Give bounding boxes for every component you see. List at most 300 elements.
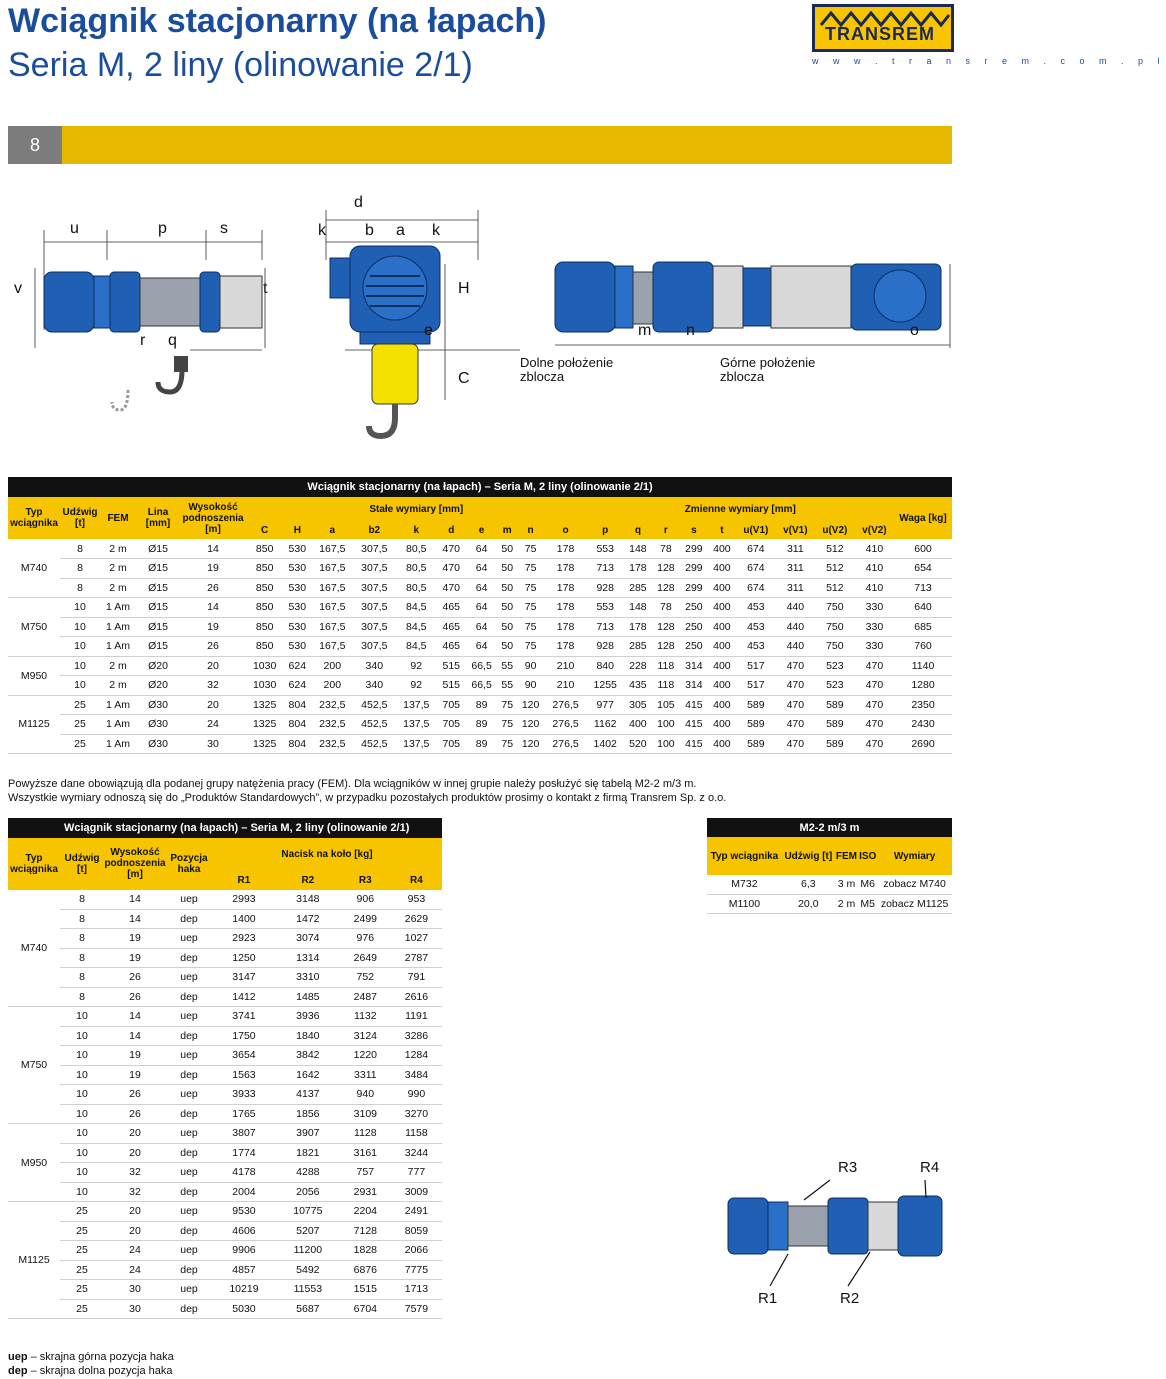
table1-cell: 330 <box>855 637 894 657</box>
table2-cell: 10 <box>60 1182 104 1202</box>
table1-cell: 10 <box>60 617 100 637</box>
section-bar <box>8 126 952 164</box>
table1-cell: 84,5 <box>395 598 437 618</box>
table1-cell: 410 <box>855 578 894 598</box>
table2-cell: 1821 <box>276 1143 340 1163</box>
table1-cell: 400 <box>708 695 736 715</box>
table1-cell: 1402 <box>587 734 624 754</box>
table1-cell: 14 <box>180 539 246 559</box>
table1-h-stale: Stałe wymiary [mm] <box>246 497 587 521</box>
table-row <box>8 987 442 1007</box>
table2-cell: 4857 <box>212 1260 276 1280</box>
table1-cell: 64 <box>465 539 498 559</box>
table1-cell: 452,5 <box>353 734 395 754</box>
table1-cell: 167,5 <box>311 559 353 579</box>
table2-cell: 1284 <box>391 1046 442 1066</box>
table-row <box>8 695 952 715</box>
table2-cell: uep <box>166 1280 212 1300</box>
page-subtitle: Seria M, 2 liny (olinowanie 2/1) <box>8 46 473 84</box>
table3-cell: 6,3 <box>782 875 835 894</box>
table1-cell: 75 <box>517 617 545 637</box>
table2-cell: 20 <box>104 1124 166 1144</box>
table2-cell: 30 <box>104 1299 166 1319</box>
table-row <box>8 1046 442 1066</box>
table1-h-fem: FEM <box>100 497 136 539</box>
table1-cell: 470 <box>776 695 815 715</box>
table2-cell: 2993 <box>212 890 276 910</box>
table2-cell: 2629 <box>391 909 442 929</box>
dim-n: n <box>686 322 695 339</box>
table1-cell: 850 <box>246 598 283 618</box>
table1-cell: 232,5 <box>311 695 353 715</box>
table1-h-wys: Wysokość podnoszenia [m] <box>180 497 246 539</box>
table1-cell: 523 <box>815 656 855 676</box>
table2-cell: 10 <box>60 1065 104 1085</box>
table2-h-poz: Pozycja haka <box>166 838 212 890</box>
table1-cell: 400 <box>708 715 736 735</box>
table1-cell: 75 <box>517 559 545 579</box>
legend-uep-key: uep <box>8 1351 28 1363</box>
table1-cell: 50 <box>498 637 517 657</box>
table1-cell: 654 <box>894 559 952 579</box>
table1-cell: 25 <box>60 734 100 754</box>
table1-cell: 250 <box>680 617 708 637</box>
table2-cell: dep <box>166 948 212 968</box>
table1-subcol: q <box>624 521 652 539</box>
table1-cell: 470 <box>776 676 815 696</box>
table-row <box>8 1143 442 1163</box>
table2-cell: 26 <box>104 968 166 988</box>
table1-cell: 840 <box>587 656 624 676</box>
table-row <box>8 539 952 559</box>
table3-cell: M732 <box>707 875 782 894</box>
table2-cell: 7128 <box>340 1221 391 1241</box>
table1-cell: 92 <box>395 676 437 696</box>
table1-type-cell: M950 <box>8 656 60 695</box>
table1-cell: 75 <box>517 598 545 618</box>
table2-cell: 2616 <box>391 987 442 1007</box>
table2-cell: 7579 <box>391 1299 442 1319</box>
table1-cell: 26 <box>180 578 246 598</box>
table1-cell: 1030 <box>246 676 283 696</box>
table1-h-udzwig: Udźwig [t] <box>60 497 100 539</box>
table1-cell: 92 <box>395 656 437 676</box>
legend-dep <box>8 1364 174 1378</box>
table2-cell: uep <box>166 1163 212 1183</box>
table1-cell: 1162 <box>587 715 624 735</box>
table1-cell: 674 <box>736 578 776 598</box>
table1-cell: 410 <box>855 559 894 579</box>
table1-cell: 64 <box>465 578 498 598</box>
table2-cell: 2204 <box>340 1202 391 1222</box>
table1-cell: 400 <box>708 734 736 754</box>
table1-cell: 470 <box>776 715 815 735</box>
table1-subcol: m <box>498 521 517 539</box>
table1-cell: 530 <box>283 578 311 598</box>
table1-cell: 8 <box>60 539 100 559</box>
table2-cell: 30 <box>104 1280 166 1300</box>
table2-cell: 32 <box>104 1163 166 1183</box>
table2-cell: 1158 <box>391 1124 442 1144</box>
table1-cell: 589 <box>736 695 776 715</box>
table2-cell: uep <box>166 1202 212 1222</box>
table2-cell: 1750 <box>212 1026 276 1046</box>
table1-cell: 340 <box>353 676 395 696</box>
table2-cell: 14 <box>104 909 166 929</box>
table1-cell: 78 <box>652 539 680 559</box>
table1-cell: 20 <box>180 656 246 676</box>
table2-cell: 752 <box>340 968 391 988</box>
table1-cell: 440 <box>776 617 815 637</box>
table2-cell: 9530 <box>212 1202 276 1222</box>
table2-cell: 24 <box>104 1241 166 1261</box>
table1-cell: 148 <box>624 598 652 618</box>
table1-cell: 167,5 <box>311 598 353 618</box>
table1-cell: 105 <box>652 695 680 715</box>
table-row <box>8 1280 442 1300</box>
table1-subcol: a <box>311 521 353 539</box>
table-row <box>8 1182 442 1202</box>
table1-cell: 276,5 <box>545 734 587 754</box>
table1-cell: 200 <box>311 656 353 676</box>
table2-cell: 10 <box>60 1007 104 1027</box>
table1-cell: 128 <box>652 578 680 598</box>
table1-cell: 50 <box>498 598 517 618</box>
table2-type-cell: M950 <box>8 1124 60 1202</box>
table1-cell: 713 <box>894 578 952 598</box>
table1-cell: 178 <box>545 559 587 579</box>
table1-cell: 90 <box>517 656 545 676</box>
table-row <box>8 890 442 910</box>
table2-cell: uep <box>166 929 212 949</box>
table1-cell: 120 <box>517 715 545 735</box>
table1-cell: 2350 <box>894 695 952 715</box>
table1-type-cell: M1125 <box>8 695 60 754</box>
table1-subcol: b2 <box>353 521 395 539</box>
table1-cell: 470 <box>776 656 815 676</box>
table1-cell: 624 <box>283 676 311 696</box>
table2-cell: 3109 <box>340 1104 391 1124</box>
table1-cell: 750 <box>815 598 855 618</box>
table2-cell: uep <box>166 1124 212 1144</box>
table1-cell: 228 <box>624 656 652 676</box>
table3-title: M2-2 m/3 m <box>707 818 952 837</box>
table2-cell: dep <box>166 1260 212 1280</box>
table1-subcol: r <box>652 521 680 539</box>
table1-cell: 530 <box>283 617 311 637</box>
table1-cell: 75 <box>498 715 517 735</box>
table2-cell: 3654 <box>212 1046 276 1066</box>
table1-cell: 804 <box>283 695 311 715</box>
table2-cell: 2056 <box>276 1182 340 1202</box>
table1-note-1: Powyższe dane obowiązują dla podanej grupy natężenia pracy (FEM). Dla wciągników w innej grupie należy posłużyć się tabelą M2-2 m/3 m. <box>8 778 697 790</box>
table1-cell: 84,5 <box>395 617 437 637</box>
table1-cell: 210 <box>545 676 587 696</box>
table2-cell: 1472 <box>276 909 340 929</box>
table2-cell: dep <box>166 909 212 929</box>
table2-cell: 10775 <box>276 1202 340 1222</box>
table1-cell: 415 <box>680 734 708 754</box>
table2-cell: 2066 <box>391 1241 442 1261</box>
table-row <box>8 1202 442 1222</box>
table1-cell: 80,5 <box>395 578 437 598</box>
table-row <box>8 909 442 929</box>
table1-cell: 250 <box>680 598 708 618</box>
dim-u: u <box>70 220 79 237</box>
table1-cell: 2 m <box>100 559 136 579</box>
table1-cell: 674 <box>736 539 776 559</box>
table1-cell: 512 <box>815 559 855 579</box>
table2-cell: 2923 <box>212 929 276 949</box>
table1-subcol: d <box>437 521 465 539</box>
table2-cell: 3148 <box>276 890 340 910</box>
lower-position-caption: Dolne położenie zblocza <box>520 355 614 384</box>
table1-cell: 470 <box>776 734 815 754</box>
table1-cell: 705 <box>437 734 465 754</box>
table3-header: Wymiary <box>877 837 952 875</box>
table1-cell: 137,5 <box>395 695 437 715</box>
table1-cell: 589 <box>736 715 776 735</box>
table2-cell: 7775 <box>391 1260 442 1280</box>
table1-cell: 589 <box>815 715 855 735</box>
table3-cell: M5 <box>858 894 877 913</box>
table2-cell: 14 <box>104 1007 166 1027</box>
table1-cell: 10 <box>60 676 100 696</box>
table2-cell: 19 <box>104 929 166 949</box>
table-row <box>707 894 952 913</box>
table1-cell: 178 <box>545 578 587 598</box>
table1-cell: 2 m <box>100 578 136 598</box>
dim-s: s <box>220 220 228 237</box>
table1-cell: 400 <box>708 539 736 559</box>
table2-cell: 5492 <box>276 1260 340 1280</box>
table1-cell: 24 <box>180 715 246 735</box>
table1-cell: 470 <box>855 715 894 735</box>
table-row <box>8 676 952 696</box>
table2-cell: 5207 <box>276 1221 340 1241</box>
table1-cell: 589 <box>815 734 855 754</box>
table1-cell: 530 <box>283 539 311 559</box>
upper-position-caption: Górne położenie zblocza <box>720 355 816 384</box>
table1-cell: 850 <box>246 559 283 579</box>
table2-cell: 3936 <box>276 1007 340 1027</box>
table1-cell: 589 <box>736 734 776 754</box>
table1-cell: 307,5 <box>353 617 395 637</box>
table1-cell: 20 <box>180 695 246 715</box>
table1-cell: 1 Am <box>100 715 136 735</box>
table2-cell: 11200 <box>276 1241 340 1261</box>
table1-cell: Ø30 <box>136 734 180 754</box>
dim-q: q <box>168 332 177 349</box>
table1-cell: 705 <box>437 715 465 735</box>
table1-cell: 32 <box>180 676 246 696</box>
table2-cell: 1191 <box>391 1007 442 1027</box>
wheel-load-diagram <box>720 1160 952 1310</box>
table1-cell: 470 <box>855 676 894 696</box>
table1-cell: 520 <box>624 734 652 754</box>
table2-h-udzwig: Udźwig [t] <box>60 838 104 890</box>
table1-cell: 750 <box>815 637 855 657</box>
table-row <box>8 715 952 735</box>
table1-type-cell: M740 <box>8 539 60 598</box>
table1-cell: 285 <box>624 637 652 657</box>
table-row <box>8 1124 442 1144</box>
table1-cell: 515 <box>437 656 465 676</box>
table2-cell: 3807 <box>212 1124 276 1144</box>
table1-cell: 517 <box>736 656 776 676</box>
table1-cell: 804 <box>283 715 311 735</box>
table1-cell: 1 Am <box>100 695 136 715</box>
table1-cell: 750 <box>815 617 855 637</box>
table1-cell: 470 <box>437 578 465 598</box>
table2-cell: 976 <box>340 929 391 949</box>
table2-cell: 2931 <box>340 1182 391 1202</box>
table2-cell: 3161 <box>340 1143 391 1163</box>
table2-cell: uep <box>166 890 212 910</box>
table-row <box>8 1007 442 1027</box>
table2-cell: 953 <box>391 890 442 910</box>
table1-cell: 148 <box>624 539 652 559</box>
table1-cell: 530 <box>283 637 311 657</box>
table1-cell: 400 <box>708 598 736 618</box>
table1-cell: 232,5 <box>311 715 353 735</box>
table1-cell: 66,5 <box>465 676 498 696</box>
table1-cell: 19 <box>180 617 246 637</box>
table2-cell: 1774 <box>212 1143 276 1163</box>
table1-cell: 311 <box>776 539 815 559</box>
table2-cell: dep <box>166 1026 212 1046</box>
table2-cell: 20 <box>104 1143 166 1163</box>
table-row <box>8 598 952 618</box>
table1-cell: 89 <box>465 734 498 754</box>
table2-cell: 8 <box>60 948 104 968</box>
table2-cell: 3907 <box>276 1124 340 1144</box>
table2-h-typ: Typ wciągnika <box>8 838 60 890</box>
table2-cell: 2004 <box>212 1182 276 1202</box>
table1-cell: 80,5 <box>395 539 437 559</box>
table1-cell: 128 <box>652 617 680 637</box>
table1-cell: 25 <box>60 715 100 735</box>
table2-cell: 2787 <box>391 948 442 968</box>
table2-cell: 25 <box>60 1241 104 1261</box>
table2-cell: 9906 <box>212 1241 276 1261</box>
logo-url: w w w . t r a n s r e m . c o m . p l <box>812 56 1166 66</box>
table1-cell: 276,5 <box>545 695 587 715</box>
table2-cell: 1314 <box>276 948 340 968</box>
table1-cell: 1 Am <box>100 617 136 637</box>
table2-cell: 25 <box>60 1299 104 1319</box>
table1-cell: 167,5 <box>311 578 353 598</box>
table2-cell: 5030 <box>212 1299 276 1319</box>
table1-cell: 120 <box>517 734 545 754</box>
table2-cell: 1132 <box>340 1007 391 1027</box>
table2-cell: 777 <box>391 1163 442 1183</box>
table-row <box>8 617 952 637</box>
table1-cell: 178 <box>545 637 587 657</box>
table2-type-cell: M750 <box>8 1007 60 1124</box>
table2-cell: 32 <box>104 1182 166 1202</box>
table2-cell: 2491 <box>391 1202 442 1222</box>
table1-cell: 64 <box>465 617 498 637</box>
table-row <box>8 637 952 657</box>
table1-cell: 118 <box>652 676 680 696</box>
table1-cell: 118 <box>652 656 680 676</box>
table1-cell: 400 <box>708 617 736 637</box>
table2-title: Wciągnik stacjonarny (na łapach) – Seria M, 2 liny (olinowanie 2/1) <box>8 818 442 838</box>
table2-cell: 19 <box>104 948 166 968</box>
table2-cell: 1220 <box>340 1046 391 1066</box>
table1-cell: 1 Am <box>100 598 136 618</box>
table1-cell: 523 <box>815 676 855 696</box>
table-row <box>8 1260 442 1280</box>
table-row <box>8 1221 442 1241</box>
table2-subcol: R4 <box>391 872 442 890</box>
table1-cell: 470 <box>855 695 894 715</box>
table2-cell: 20 <box>104 1221 166 1241</box>
table1-cell: 10 <box>60 637 100 657</box>
table1-cell: 55 <box>498 656 517 676</box>
table2-cell: 19 <box>104 1065 166 1085</box>
table1-cell: 75 <box>498 695 517 715</box>
table1-cell: 2430 <box>894 715 952 735</box>
table2-h-wys: Wysokość podnoszenia [m] <box>104 838 166 890</box>
table1-cell: 84,5 <box>395 637 437 657</box>
table1-h-waga: Waga [kg] <box>894 497 952 539</box>
table2-cell: 1713 <box>391 1280 442 1300</box>
table1-cell: 1255 <box>587 676 624 696</box>
table1-subcol: v(V1) <box>776 521 815 539</box>
table2-cell: uep <box>166 968 212 988</box>
table3-header: FEM <box>835 837 858 875</box>
table1-cell: 340 <box>353 656 395 676</box>
table2-cell: 1563 <box>212 1065 276 1085</box>
table1-cell: 299 <box>680 578 708 598</box>
table1-cell: 90 <box>517 676 545 696</box>
table1-cell: 120 <box>517 695 545 715</box>
table1-cell: 453 <box>736 617 776 637</box>
table1-cell: 75 <box>517 637 545 657</box>
table-row <box>8 1026 442 1046</box>
table1-cell: 713 <box>587 617 624 637</box>
table2-cell: 3244 <box>391 1143 442 1163</box>
table1-cell: 470 <box>855 656 894 676</box>
table1-cell: 400 <box>708 578 736 598</box>
dim-t: t <box>263 280 268 297</box>
table1-subcol: o <box>545 521 587 539</box>
table1-cell: 299 <box>680 559 708 579</box>
dim-o: o <box>910 322 919 339</box>
table1-cell: 100 <box>652 734 680 754</box>
table3-cell: zobacz M1125 <box>877 894 952 913</box>
table2-cell: 1840 <box>276 1026 340 1046</box>
table2-cell: 940 <box>340 1085 391 1105</box>
table1-cell: 928 <box>587 578 624 598</box>
wheel-label-r2: R2 <box>840 1290 860 1307</box>
table3-cell: zobacz M740 <box>877 875 952 894</box>
table1-cell: 465 <box>437 637 465 657</box>
table1-cell: 400 <box>708 656 736 676</box>
wheel-label-r1: R1 <box>758 1290 778 1307</box>
table1-cell: 452,5 <box>353 715 395 735</box>
table2-cell: 4178 <box>212 1163 276 1183</box>
table2-cell: 14 <box>104 890 166 910</box>
table2-cell: 990 <box>391 1085 442 1105</box>
table1-cell: 453 <box>736 598 776 618</box>
table1-cell: 465 <box>437 598 465 618</box>
table2-cell: 10 <box>60 1143 104 1163</box>
table1-cell: 515 <box>437 676 465 696</box>
table1-cell: 624 <box>283 656 311 676</box>
